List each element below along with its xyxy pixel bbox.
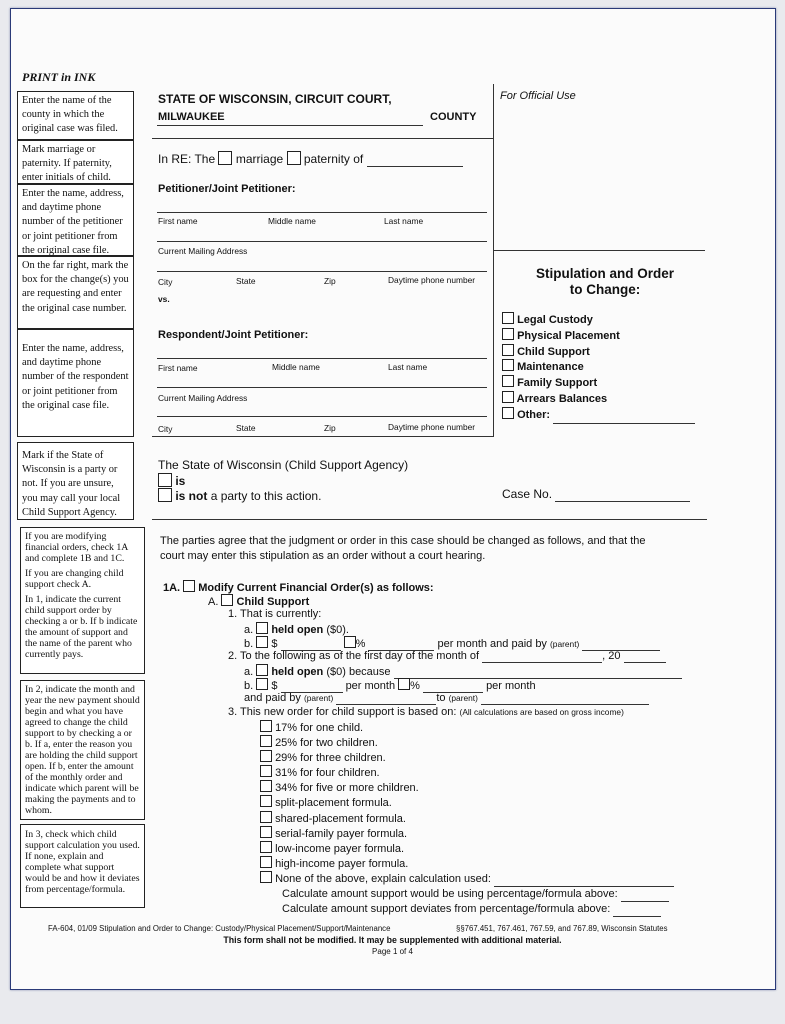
item-2b-pct: % xyxy=(410,680,420,692)
calc-option-serial[interactable]: serial-family payer formula. xyxy=(260,826,674,841)
option-maintenance[interactable]: Maintenance xyxy=(502,359,695,375)
calc-option-17[interactable]: 17% for one child. xyxy=(260,720,674,735)
petitioner-name-line[interactable] xyxy=(157,212,487,213)
section-1a-title: Modify Current Financial Order(s) as follows: xyxy=(198,582,434,594)
stipulation-options xyxy=(502,312,695,424)
divider-3 xyxy=(152,519,707,520)
calc-option-none[interactable]: None of the above, explain calculation used: xyxy=(260,871,674,887)
pet-middle-name-label: Middle name xyxy=(268,216,316,226)
court-heading: STATE OF WISCONSIN, CIRCUIT COURT, xyxy=(158,92,392,106)
resp-mailing-label: Current Mailing Address xyxy=(158,393,248,403)
item-2b xyxy=(244,678,536,693)
resp-first-name-label: First name xyxy=(158,363,198,373)
item-2b-pct-checkbox[interactable] xyxy=(398,678,410,690)
instruction-county: Enter the name of the county in which the original case was filed. xyxy=(17,91,134,140)
item-2b-payee-field[interactable] xyxy=(481,692,649,705)
calc-option-29[interactable]: 29% for three children. xyxy=(260,750,674,765)
official-use-bottom xyxy=(493,250,705,251)
pet-zip-label: Zip xyxy=(324,276,336,286)
divider-1 xyxy=(152,138,494,139)
marriage-checkbox[interactable] xyxy=(218,151,232,165)
item-2-month-field[interactable] xyxy=(482,650,602,663)
stipulation-title-line2: to Change: xyxy=(569,282,641,297)
option-arrears-balances[interactable]: Arrears Balances xyxy=(502,391,695,407)
calc-deviates-row xyxy=(260,902,674,917)
item-2a-held-open: held open xyxy=(271,666,324,678)
case-no-field[interactable] xyxy=(555,487,690,502)
paternity-checkbox[interactable] xyxy=(287,151,301,165)
option-family-support[interactable]: Family Support xyxy=(502,375,695,391)
instruction-new-payment: In 2, indicate the month and year the new payment should begin and what you have agreed to change the child support to by checking a or b. If a, enter the reason you are holding the child support open. If b, enter the amount of the monthly order and indicate which parent will be making the payments and to whom. xyxy=(20,680,145,820)
item-2a-checkbox[interactable] xyxy=(256,664,268,676)
calc-options xyxy=(260,720,674,917)
calc-amount-field[interactable] xyxy=(621,887,669,902)
pet-state-label: State xyxy=(236,276,256,286)
option-legal-custody[interactable]: Legal Custody xyxy=(502,312,695,328)
item-2b-dollar: $ xyxy=(271,680,278,692)
official-use-label: For Official Use xyxy=(500,90,576,102)
item-2-year-prefix: , 20 xyxy=(602,650,621,662)
county-line xyxy=(157,125,423,126)
marriage-label: marriage xyxy=(235,152,284,166)
option-other[interactable]: Other: xyxy=(502,407,695,424)
item-2b-parent-2: (parent) xyxy=(448,693,478,703)
item-3-note: (All calculations are based on gross income) xyxy=(459,707,624,717)
section-1a xyxy=(163,580,434,594)
item-2b-paid-by xyxy=(244,692,649,705)
respondent-title: Respondent/Joint Petitioner: xyxy=(158,329,309,341)
option-physical-placement[interactable]: Physical Placement xyxy=(502,328,695,344)
instruction-marriage-paternity: Mark marriage or paternity. If paternity, enter initials of child. xyxy=(17,140,134,184)
in-re-prefix: In RE: The xyxy=(158,152,216,166)
option-child-support[interactable]: Child Support xyxy=(502,344,695,360)
item-2b-dollar-checkbox[interactable] xyxy=(256,678,268,690)
calc-option-high-income[interactable]: high-income payer formula. xyxy=(260,856,674,871)
instruction-financial-3: In 1, indicate the current child support order by checking a or b. If b indicate the amount of support and the name of the parent who currently pays. xyxy=(25,594,138,660)
divider-2 xyxy=(152,436,494,437)
calc-option-split[interactable]: split-placement formula. xyxy=(260,795,674,810)
item-2-year-field[interactable] xyxy=(624,650,666,663)
item-2b-letter: b. xyxy=(244,680,254,692)
county-value[interactable]: MILWAUKEE xyxy=(158,111,225,123)
calc-option-25[interactable]: 25% for two children. xyxy=(260,735,674,750)
instruction-financial-2: If you are changing child support check A. xyxy=(25,568,124,590)
pet-phone-label: Daytime phone number xyxy=(388,275,476,285)
paternity-initials-field[interactable] xyxy=(367,152,463,167)
instruction-financial xyxy=(20,527,145,674)
child-support-checkbox[interactable] xyxy=(221,594,233,606)
pet-city-label: City xyxy=(158,277,173,287)
resp-state-label: State xyxy=(236,423,256,433)
child-support-row xyxy=(208,594,309,608)
county-label: COUNTY xyxy=(430,111,477,123)
stipulation-title xyxy=(515,266,695,298)
stipulation-title-line1: Stipulation and Order xyxy=(535,266,674,281)
item-1b-pct-checkbox[interactable] xyxy=(344,636,356,648)
state-is-not-checkbox[interactable] xyxy=(158,488,172,502)
item-2b-payer-field[interactable] xyxy=(336,692,436,705)
resp-last-name-label: Last name xyxy=(388,362,428,372)
item-1b-dollar-checkbox[interactable] xyxy=(256,636,268,648)
intro-line1: The parties agree that the judgment or order in this case should be changed as follows, and that the xyxy=(160,535,646,547)
pet-last-name-label: Last name xyxy=(384,216,424,226)
item-2a-because: ($0) because xyxy=(326,666,391,678)
footer-page-number: Page 1 of 4 xyxy=(372,947,413,956)
petitioner-city-line[interactable] xyxy=(157,271,487,272)
item-2b-to: to xyxy=(436,692,446,704)
instruction-petitioner: Enter the name, address, and daytime phone number of the petitioner or joint petitioner from the original case file. xyxy=(17,184,134,256)
item-1b-pct: % xyxy=(355,638,366,650)
case-no-label: Case No. xyxy=(502,487,553,501)
calc-option-low-income[interactable]: low-income payer formula. xyxy=(260,841,674,856)
state-is-not-label: is not xyxy=(175,489,208,503)
item-2b-and-paid-by: and paid by xyxy=(244,692,301,704)
intro-line2: court may enter this stipulation as an order without a court hearing. xyxy=(160,550,486,562)
resp-middle-name-label: Middle name xyxy=(272,362,320,372)
item-1b-letter: b. xyxy=(244,638,254,650)
footer-notice: This form shall not be modified. It may be supplemented with additional material. xyxy=(223,935,562,945)
item-1a-checkbox[interactable] xyxy=(256,622,268,634)
instruction-state-party: Mark if the State of Wisconsin is a party or not. If you are unsure, you may call your local Child Support Agency. xyxy=(17,442,134,520)
item-1b-dollar: $ xyxy=(271,638,278,650)
footer-form-id: FA-604, 01/09 Stipulation and Order to Change: Custody/Physical Placement/Support/Maintenance xyxy=(48,924,391,933)
state-is-label: is xyxy=(175,474,186,488)
item-1b xyxy=(244,636,660,651)
petitioner-title: Petitioner/Joint Petitioner: xyxy=(158,183,296,195)
instruction-calculation: In 3, check which child support calculation you used. If none, explain and complete what support would be and how it deviates from percentage/formula. xyxy=(20,824,145,908)
state-is-checkbox[interactable] xyxy=(158,473,172,487)
item-2b-per-month: per month xyxy=(345,680,396,692)
print-in-ink-label: PRINT in INK xyxy=(22,70,96,84)
item-1a-amount: ($0). xyxy=(326,624,349,636)
versus-label: vs. xyxy=(158,294,170,304)
petitioner-address-line[interactable] xyxy=(157,241,487,242)
state-party-text: The State of Wisconsin (Child Support Agency) xyxy=(158,458,409,472)
item-1: 1. That is currently: xyxy=(228,608,322,620)
respondent-name-line[interactable] xyxy=(157,358,487,359)
resp-city-label: City xyxy=(158,424,173,434)
instruction-respondent: Enter the name, address, and daytime phone number of the respondent or joint petitioner from the original case file. xyxy=(17,329,134,437)
calc-option-31[interactable]: 31% for four children. xyxy=(260,765,674,780)
calc-deviates-label: Calculate amount support deviates from percentage/formula above: xyxy=(282,903,611,916)
resp-phone-label: Daytime phone number xyxy=(388,422,476,432)
calc-deviates-field[interactable] xyxy=(613,902,661,917)
calc-amount-row xyxy=(260,887,674,902)
item-1a xyxy=(244,622,349,636)
item-3-text: 3. This new order for child support is based on: xyxy=(228,706,457,718)
item-1a-held-open: held open xyxy=(271,624,324,636)
paternity-label: paternity of xyxy=(303,152,364,166)
item-1b-per-month: per month and paid by xyxy=(437,638,547,650)
state-is-not-row[interactable] xyxy=(158,488,321,503)
item-2a-letter: a. xyxy=(244,666,254,678)
child-support-label: Child Support xyxy=(236,596,310,608)
item-1a-letter: a. xyxy=(244,624,254,636)
pet-mailing-label: Current Mailing Address xyxy=(158,246,248,256)
divider-vertical xyxy=(493,84,494,436)
section-1a-checkbox[interactable] xyxy=(183,580,195,592)
calc-option-shared[interactable]: shared-placement formula. xyxy=(260,811,674,826)
instruction-financial-1: If you are modifying financial orders, check 1A and complete 1B and 1C. xyxy=(25,531,128,564)
item-2b-per-month-2: per month xyxy=(486,680,536,692)
section-1a-number: 1A. xyxy=(163,582,181,594)
calc-option-34[interactable]: 34% for five or more children. xyxy=(260,780,674,795)
state-is-row[interactable] xyxy=(158,473,185,488)
instruction-changes: On the far right, mark the box for the change(s) you are requesting and enter the original case number. xyxy=(17,256,134,329)
footer-statutes: §§767.451, 767.461, 767.59, and 767.89, Wisconsin Statutes xyxy=(456,924,668,933)
item-2a xyxy=(244,664,682,679)
item-2-text: 2. To the following as of the first day of the month of xyxy=(228,650,480,662)
intro-text xyxy=(160,534,646,564)
state-is-not-tail: a party to this action. xyxy=(210,489,322,503)
pet-first-name-label: First name xyxy=(158,216,198,226)
respondent-city-line[interactable] xyxy=(157,416,487,417)
child-support-letter: A. xyxy=(208,596,219,608)
item-2b-parent-1: (parent) xyxy=(303,693,334,703)
calc-amount-label: Calculate amount support would be using percentage/formula above: xyxy=(282,888,618,901)
in-re-row xyxy=(158,151,463,167)
item-1b-parent: (parent) xyxy=(550,639,580,649)
case-no-row xyxy=(502,487,690,502)
respondent-address-line[interactable] xyxy=(157,387,487,388)
resp-zip-label: Zip xyxy=(324,423,336,433)
item-2 xyxy=(228,650,666,663)
item-3 xyxy=(228,706,624,718)
